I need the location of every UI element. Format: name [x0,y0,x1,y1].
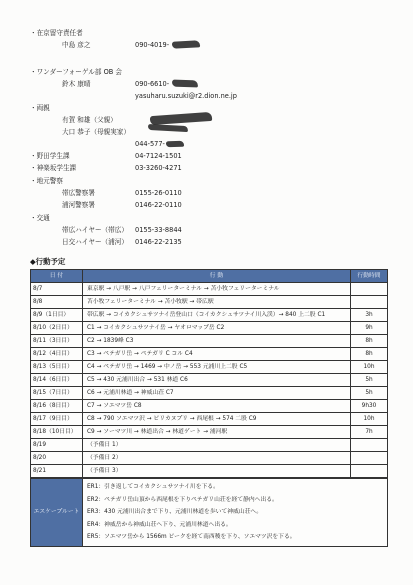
table-row [31,322,388,335]
escape-route-item: ER1：引き返してコイカクシュサツナイ川を下る。 [87,484,219,490]
cell-date: 8/20 [31,452,83,465]
taxi-phone: 0146-22-2135 [135,238,182,246]
cell-date: 8/13（5日目） [31,361,83,374]
cell-action: 苫小牧フェリーターミナル → 苫小牧駅 → 帯広駅 [83,296,351,309]
escape-route-label: エスケープルート [31,479,83,547]
cell-time: 5h [351,387,388,400]
escape-route-table [30,478,388,547]
cell-action: （予備日 3） [83,465,351,478]
cell-action: （予備日 2） [83,452,351,465]
cell-date: 8/7 [31,283,83,296]
cell-action: C8 → 790 ソエマツ沢 → ピリカヌプリ → 西尾根 → 574 二股 C9 [83,413,351,426]
table-row [31,309,388,322]
contact-heading-transport: ・交通 [30,214,50,222]
cell-time: 8h [351,348,388,361]
column-header-date: 日 付 [31,270,83,283]
contact-heading-police: ・地元警察 [30,177,63,185]
table-row [31,296,388,309]
table-row [31,348,388,361]
redaction-scribble [148,124,188,132]
contact-phone: 03-3260-4271 [135,164,182,172]
cell-action: C1 → コイカクシュサツナイ岳 → ヤオロマップ岳 C2 [83,322,351,335]
table-row [31,361,388,374]
schedule-table [30,269,388,478]
cell-time: 10h [351,361,388,374]
escape-route-item: ER2：ペテガリ岳山頂から西尾根を下りペテガリ山荘を経て静内へ出る。 [87,496,278,503]
cell-date: 8/9（1日目） [31,309,83,322]
contact-heading-parents: ・両親 [30,104,50,112]
contact-heading-tokyo: ・在京留守責任者 [30,29,83,37]
redaction-scribble [172,40,200,48]
table-row [31,400,388,413]
cell-time: 7h [351,426,388,439]
contact-name-father: 有賀 和雄（父親） [62,116,117,124]
contact-heading-kagurazaka: ・神楽坂学生課 [30,164,77,172]
cell-action: （予備日 1） [83,439,351,452]
cell-time: 5h [351,374,388,387]
table-row [31,283,388,296]
cell-time: 3h [351,309,388,322]
cell-action: C7 → ソエマツ岳 C8 [83,400,351,413]
contact-heading-ob: ・ワンダーフォーゲル部 OB 会 [30,68,122,76]
contact-phone: 090-4019- [135,41,170,49]
contact-phone: 044-577- [135,140,165,148]
cell-date: 8/18（10日目） [31,426,83,439]
taxi-name: 帯広ハイヤー（帯広） [62,226,128,234]
police-name: 帯広警察署 [62,189,95,197]
cell-action: C3 → ペテガリ岳 → ペテガリ C コル C4 [83,348,351,361]
cell-action: 東京駅 → 八戸駅 → 八戸フェリーターミナル → 苫小牧フェリーターミナル [83,283,351,296]
redaction-scribble [166,141,184,148]
table-row [31,374,388,387]
cell-date: 8/17（9日目） [31,413,83,426]
cell-date: 8/19 [31,439,83,452]
table-row [31,335,388,348]
cell-action: C6 → 元浦川林道 → 神威山荘 C7 [83,387,351,400]
cell-date: 8/10（2日目） [31,322,83,335]
cell-time [351,439,388,452]
schedule-title: ◆行動予定 [30,257,66,266]
cell-date: 8/14（6日目） [31,374,83,387]
table-row [31,465,388,478]
police-phone: 0146-22-0110 [135,201,182,209]
table-row [31,452,388,465]
table-header-row [31,270,388,283]
cell-date: 8/16（8日目） [31,400,83,413]
escape-route-item: ER5：ソエマツ岳から 1566m ピークを経て南西稜を下り、ソエマツ沢を下る。 [87,534,296,541]
cell-date: 8/15（7日目） [31,387,83,400]
contact-name: 鈴木 康晴 [62,80,91,88]
contact-name: 中島 彦之 [62,41,91,49]
taxi-phone: 0155-33-8844 [135,226,182,234]
contact-email: yasuharu.suzuki@r2.dion.ne.jp [135,92,237,100]
cell-time [351,296,388,309]
contact-phone: 04-7124-1501 [135,152,182,160]
cell-action: 帯広駅 → コイカクシュサツナイ岳登山口（コイカクシュサツナイ川入渓）→ 840 上二股 C1 [83,309,351,322]
cell-action: C5 → 430 元浦川出合 → 531 林道 C6 [83,374,351,387]
redaction-scribble [150,112,212,125]
cell-time [351,465,388,478]
cell-action: C2 → 1839峰 C3 [83,335,351,348]
police-phone: 0155-26-0110 [135,189,182,197]
table-row [31,426,388,439]
escape-route-list [83,479,388,547]
column-header-time: 行動時間 [351,270,388,283]
table-row [31,413,388,426]
cell-date: 8/12（4日目） [31,348,83,361]
table-row [31,439,388,452]
cell-date: 8/8 [31,296,83,309]
cell-action: C9 → ソーマツ川 → 林道出合 → 林道ゲート → 浦河駅 [83,426,351,439]
table-row [31,387,388,400]
cell-time [351,283,388,296]
escape-route-item: ER3：430 元浦川出合まで下り、元浦川林道を歩いて神威山荘へ。 [87,509,263,516]
cell-time: 10h [351,413,388,426]
cell-time: 9h30 [351,400,388,413]
cell-date: 8/11（3日目） [31,335,83,348]
contact-name-mother: 大口 恭子（母親実家） [62,128,131,136]
redaction-scribble [172,80,198,88]
contact-phone: 090-6610- [135,80,170,88]
taxi-name: 日交ハイヤー（浦河） [62,238,128,246]
police-name: 浦河警察署 [62,201,95,209]
cell-action: C4 → ペテガリ岳 → 1469 → 中ノ岳 → 553 元浦川上二股 C5 [83,361,351,374]
cell-time: 8h [351,335,388,348]
cell-time [351,452,388,465]
contact-heading-noda: ・野田学生課 [30,152,70,160]
cell-time: 9h [351,322,388,335]
escape-route-item: ER4：神威岳から神威山荘へ下り、元浦川林道へ出る。 [87,521,232,528]
column-header-action: 行 動 [83,270,351,283]
cell-date: 8/21 [31,465,83,478]
